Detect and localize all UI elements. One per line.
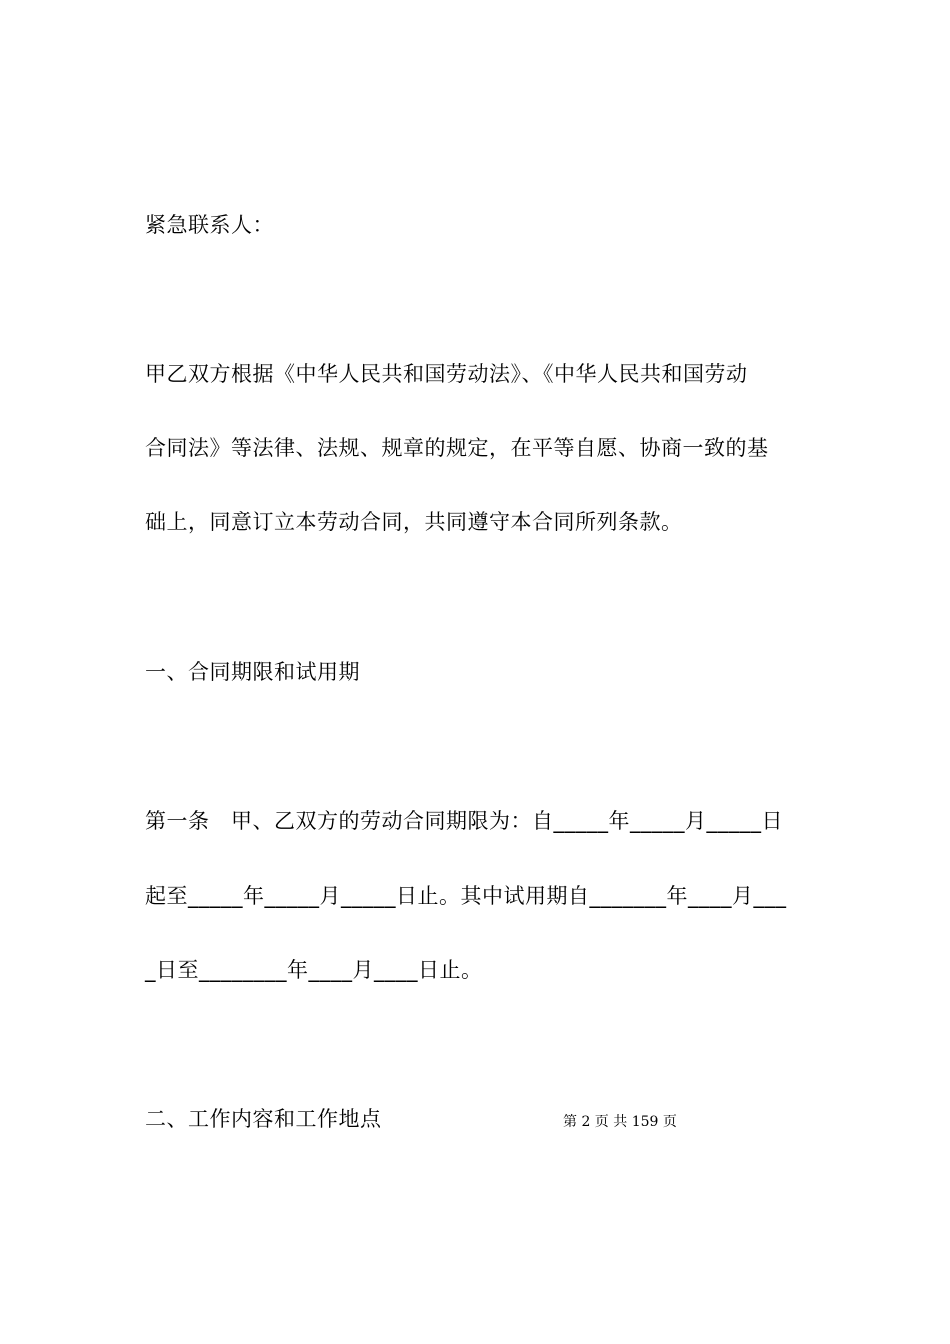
article-line: 起至_____年_____月_____日止。其中试用期自_______年____月___ [145,884,787,908]
section-heading: 一、合同期限和试用期 [145,660,360,684]
intro-paragraph-line: 础上，同意订立本劳动合同，共同遵守本合同所列条款。 [145,510,683,534]
article-line: 第一条 甲、乙双方的劳动合同期限为：自_____年_____月_____日 [145,809,783,833]
intro-paragraph-line: 甲乙双方根据《中华人民共和国劳动法》、《中华人民共和国劳动 [145,362,748,386]
section-heading: 二、工作内容和工作地点 [145,1107,382,1131]
emergency-contact-label: 紧急联系人： [145,213,274,237]
intro-paragraph-line: 合同法》等法律、法规、规章的规定，在平等自愿、协商一致的基 [145,436,769,460]
page-indicator: 第 2 页 共 159 页 [563,1114,677,1130]
article-line: _日至________年____月____日止。 [145,958,483,982]
